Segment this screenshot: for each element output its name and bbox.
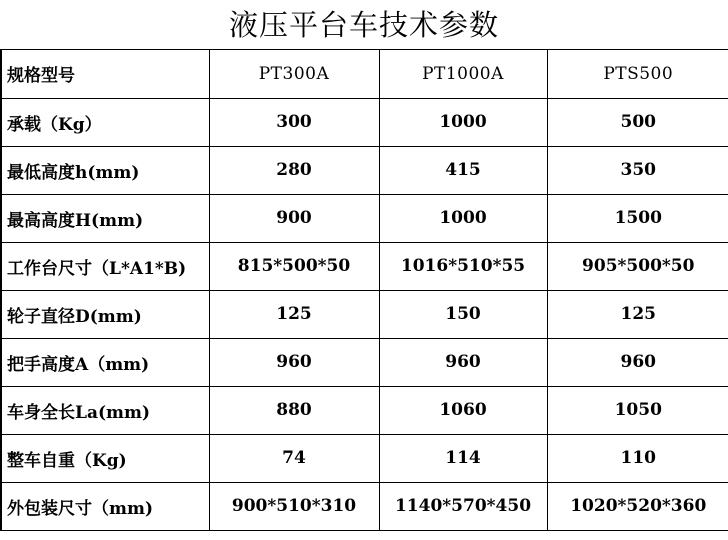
value-cell: 1140*570*450 — [379, 482, 547, 530]
value-cell: 500 — [547, 98, 728, 146]
value-cell: 110 — [547, 434, 728, 482]
spec-table — [0, 50, 728, 531]
table-header-row — [1, 50, 728, 98]
header-label-cell: 规格型号 — [1, 50, 209, 98]
table-row — [1, 98, 728, 146]
value-cell: 815*500*50 — [209, 242, 379, 290]
row-label-cell: 外包装尺寸（mm) — [1, 482, 209, 530]
value-cell: 350 — [547, 146, 728, 194]
value-cell: 1060 — [379, 386, 547, 434]
value-cell: 960 — [379, 338, 547, 386]
value-cell: 960 — [547, 338, 728, 386]
table-row — [1, 290, 728, 338]
value-cell: 1020*520*360 — [547, 482, 728, 530]
table-row — [1, 386, 728, 434]
row-label-cell: 工作台尺寸（L*A1*B) — [1, 242, 209, 290]
table-row — [1, 242, 728, 290]
row-label-cell: 承载（Kg） — [1, 98, 209, 146]
value-cell: 905*500*50 — [547, 242, 728, 290]
row-label-cell: 整车自重（Kg) — [1, 434, 209, 482]
header-model-cell: PT300A — [209, 50, 379, 98]
value-cell: 125 — [547, 290, 728, 338]
table-row — [1, 146, 728, 194]
row-label-cell: 最低高度h(mm) — [1, 146, 209, 194]
value-cell: 880 — [209, 386, 379, 434]
value-cell: 150 — [379, 290, 547, 338]
value-cell: 900 — [209, 194, 379, 242]
table-row — [1, 434, 728, 482]
value-cell: 900*510*310 — [209, 482, 379, 530]
value-cell: 960 — [209, 338, 379, 386]
value-cell: 280 — [209, 146, 379, 194]
value-cell: 74 — [209, 434, 379, 482]
value-cell: 1000 — [379, 194, 547, 242]
row-label-cell: 轮子直径D(mm) — [1, 290, 209, 338]
value-cell: 300 — [209, 98, 379, 146]
value-cell: 1000 — [379, 98, 547, 146]
value-cell: 125 — [209, 290, 379, 338]
row-label-cell: 车身全长La(mm) — [1, 386, 209, 434]
header-model-cell: PT1000A — [379, 50, 547, 98]
value-cell: 114 — [379, 434, 547, 482]
table-row — [1, 482, 728, 530]
value-cell: 1500 — [547, 194, 728, 242]
value-cell: 1050 — [547, 386, 728, 434]
header-model-cell: PTS500 — [547, 50, 728, 98]
row-label-cell: 最高高度H(mm) — [1, 194, 209, 242]
page-title: 液压平台车技术参数 — [0, 0, 728, 50]
table-row — [1, 194, 728, 242]
table-row — [1, 338, 728, 386]
value-cell: 1016*510*55 — [379, 242, 547, 290]
value-cell: 415 — [379, 146, 547, 194]
row-label-cell: 把手高度A（mm) — [1, 338, 209, 386]
